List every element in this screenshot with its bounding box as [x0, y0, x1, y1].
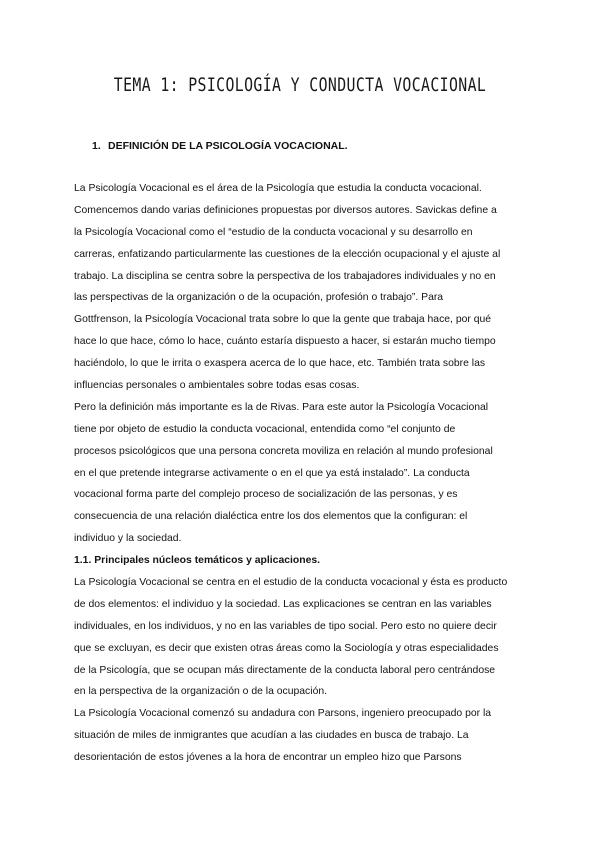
paragraph-line: desorientación de estos jóvenes a la hora de encontrar un empleo hizo que Parsons	[74, 752, 462, 764]
section-heading-text: DEFINICIÓN DE LA PSICOLOGÍA VOCACIONAL.	[108, 140, 348, 152]
paragraph-line: trabajo. La disciplina se centra sobre la perspectiva de los trabajadores individuales y no en	[74, 270, 496, 282]
section-heading	[92, 140, 348, 152]
paragraph-line: Pero la definición más importante es la de Rivas. Para este autor la Psicología Vocacional	[74, 401, 489, 413]
paragraph-line: de dos elementos: el individuo y la sociedad. Las explicaciones se centran en las variables	[74, 598, 492, 610]
paragraph-line: vocacional forma parte del complejo proceso de socialización de las personas, y es	[74, 489, 458, 501]
document-title: TEMA 1: PSICOLOGÍA Y CONDUCTA VOCACIONAL	[113, 74, 487, 96]
paragraph-line: La Psicología Vocacional es el área de la Psicología que estudia la conducta vocacional.	[74, 183, 482, 194]
paragraph-line: hace lo que hace, cómo lo hace, cuánto estaría dispuesto a hacer, si estarán mucho tiempo	[74, 336, 496, 348]
paragraph-line: procesos psicológicos que una persona concreta moviliza en relación al mundo profesional	[74, 445, 493, 457]
subsection-heading: 1.1. Principales núcleos temáticos y aplicaciones.	[74, 555, 321, 567]
paragraph-line: las perspectivas de la organización o de la ocupación, profesión o trabajo”. Para	[74, 292, 444, 304]
paragraph-line: influencias personales o ambientales sobre todas esas cosas.	[74, 380, 360, 392]
paragraph-line: individuales, en los individuos, y no en las variables de tipo social. Pero esto no quiere decir	[74, 620, 497, 632]
paragraph-line: La Psicología Vocacional se centra en el estudio de la conducta vocacional y ésta es producto	[74, 577, 508, 589]
paragraph-line: carreras, enfatizando particularmente las cuestiones de la elección ocupacional y el ajuste al	[74, 248, 501, 260]
paragraph-line: en el que pretende integrarse activamente o en el que ya está instalado”. La conducta	[74, 467, 470, 479]
paragraph-line: individuo y la sociedad.	[74, 533, 182, 545]
paragraph-line: haciéndolo, lo que le irrita o exaspera acerca de lo que hace, etc. También trata sobre las	[74, 358, 486, 370]
section-number: 1.	[92, 140, 101, 152]
paragraph-line: La Psicología Vocacional comenzó su andadura con Parsons, ingeniero preocupado por la	[74, 708, 492, 720]
document-body	[74, 178, 520, 769]
paragraph-line: tiene por objeto de estudio la conducta vocacional, entendida como “el conjunto de	[74, 423, 456, 435]
paragraph-line: consecuencia de una relación dialéctica entre los dos elementos que la configuran: el	[74, 511, 468, 523]
paragraph-line: de la Psicología, que se ocupan más directamente de la conducta laboral pero centrándose	[74, 664, 496, 676]
paragraph-line: situación de miles de inmigrantes que acudían a las ciudades en busca de trabajo. La	[74, 730, 469, 742]
paragraph-line: en la perspectiva de la organización o de la ocupación.	[74, 686, 328, 698]
paragraph-line: la Psicología Vocacional como el “estudio de la conducta vocacional y su desarrollo en	[74, 226, 473, 238]
paragraph-line: Gottfrenson, la Psicología Vocacional trata sobre lo que la gente que trabaja hace, por qué	[74, 314, 492, 326]
paragraph-line: Comencemos dando varias definiciones propuestas por diversos autores. Savickas define a	[74, 204, 497, 216]
paragraph-line: que se excluyan, es decir que existen otras áreas como la Sociología y otras especialidades	[74, 642, 499, 654]
